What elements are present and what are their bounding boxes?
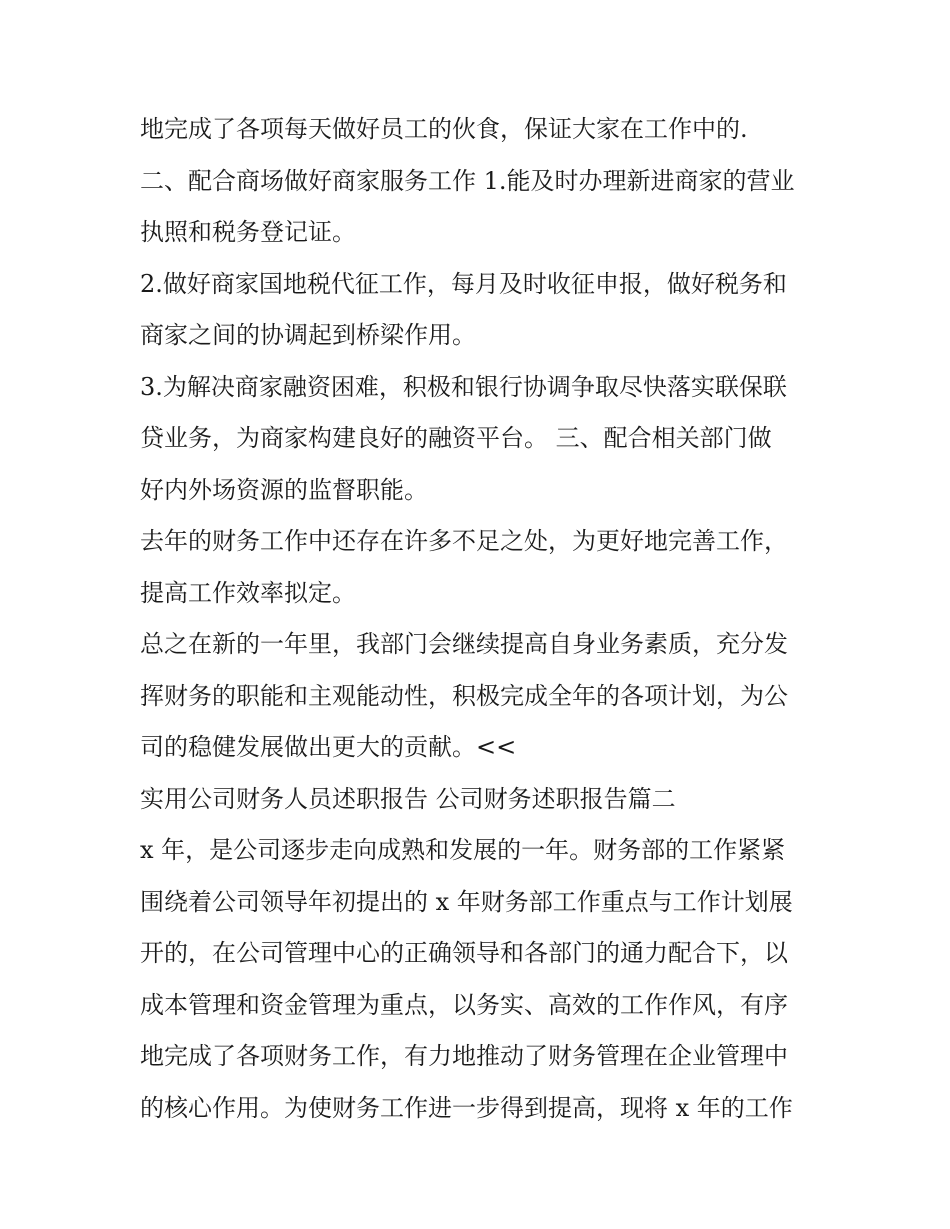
text-line: 商家之间的协调起到桥梁作用。 [140,321,476,349]
text-line: 2.做好商家国地税代征工作，每月及时收征申报，做好税务和 [140,269,787,298]
text-line: 贷业务，为商家构建良好的融资平台。 三、配合相关部门做 [140,424,772,452]
text-line: 好内外场资源的监督职能。 [140,475,428,504]
text-line: 地完成了各项财务工作，有力地推动了财务管理在企业管理中 [140,1042,788,1070]
text-line: 的核心作用。为使财务工作进一步得到提高，现将 x 年的工作 [140,1093,793,1122]
text-line: 二、配合商场做好商家服务工作 1.能及时办理新进商家的营业 [140,166,795,195]
text-line: 地完成了各项每天做好员工的伙食，保证大家在工作中的. [140,115,748,143]
text-line: 挥财务的职能和主观能动性，积极完成全年的各项计划，为公 [140,681,788,710]
text-line: 去年的财务工作中还存在许多不足之处，为更好地完善工作， [140,527,788,555]
text-line: 执照和税务登记证。 [140,218,356,246]
text-line: 3.为解决商家融资困难，积极和银行协调争取尽快落实联保联 [140,372,787,401]
text-line: 成本管理和资金管理为重点，以务实、高效的工作作风，有序 [140,990,788,1019]
document-body [140,110,820,1140]
text-line: 总之在新的一年里，我部门会继续提高自身业务素质，充分发 [140,630,788,658]
text-line: 提高工作效率拟定。 [140,578,356,607]
section-heading: 实用公司财务人员述职报告 公司财务述职报告篇二 [140,784,676,813]
text-line: 开的，在公司管理中心的正确领导和各部门的通力配合下，以 [140,939,788,967]
text-line: 围绕着公司领导年初提出的 x 年财务部工作重点与工作计划展 [140,887,793,916]
text-line: x 年，是公司逐步走向成熟和发展的一年。财务部的工作紧紧 [140,836,786,864]
text-line: 司的稳健发展做出更大的贡献。<< [140,733,517,761]
